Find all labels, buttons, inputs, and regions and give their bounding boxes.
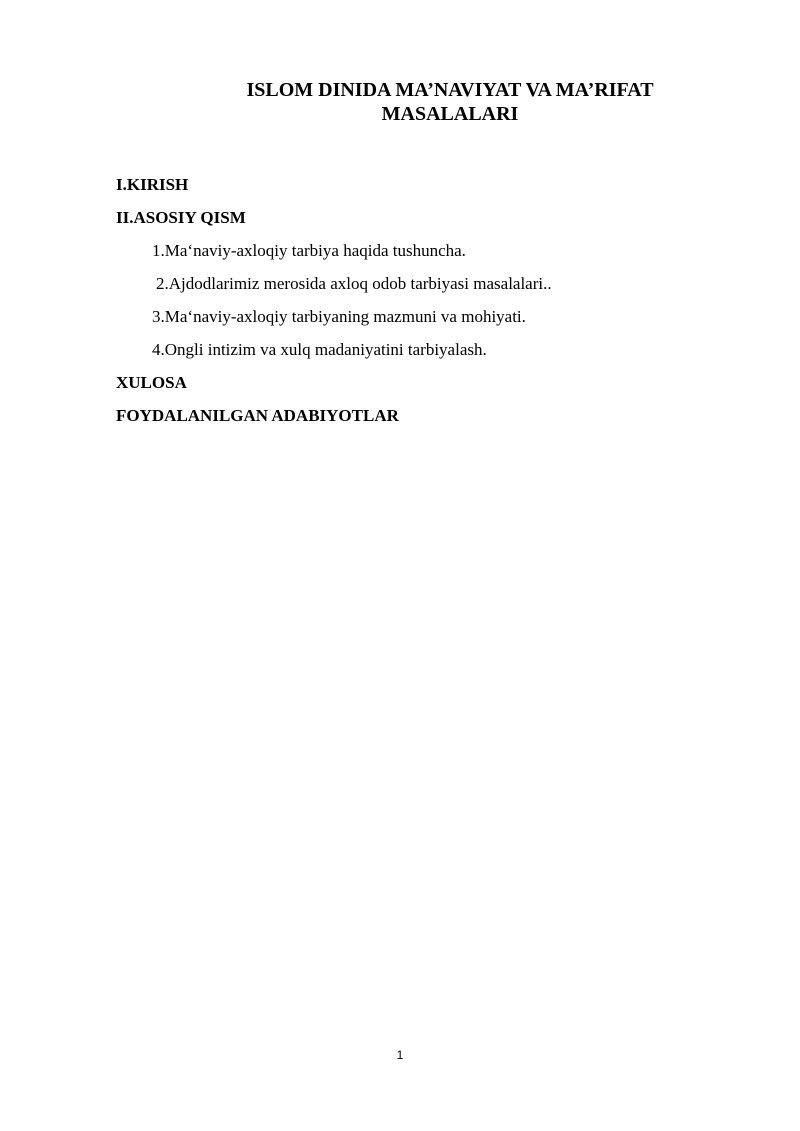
toc-heading-adabiyotlar: FOYDALANILGAN ADABIYOTLAR [116, 406, 399, 425]
toc-heading-asosiy-qism: II.ASOSIY QISM [116, 208, 246, 227]
toc-item-4: 4.Ongli intizim va xulq madaniyatini tarbiyalash. [152, 340, 487, 359]
toc-heading-xulosa: XULOSA [116, 373, 187, 392]
toc-heading-kirish: I.KIRISH [116, 175, 189, 194]
page-number: 1 [396, 1048, 404, 1062]
title-line-1: ISLOM DINIDA MA’NAVIYAT VA MA’RIFAT [246, 79, 654, 101]
document-title [180, 78, 720, 126]
toc-item-1: 1.Ma‘naviy-axloqiy tarbiya haqida tushuncha. [152, 241, 466, 260]
title-line-2: MASALALARI [381, 103, 519, 125]
toc-item-3: 3.Ma‘naviy-axloqiy tarbiyaning mazmuni va mohiyati. [152, 307, 526, 326]
toc-item-2: 2.Ajdodlarimiz merosida axloq odob tarbiyasi masalalari.. [156, 274, 552, 293]
table-of-contents [116, 168, 716, 432]
